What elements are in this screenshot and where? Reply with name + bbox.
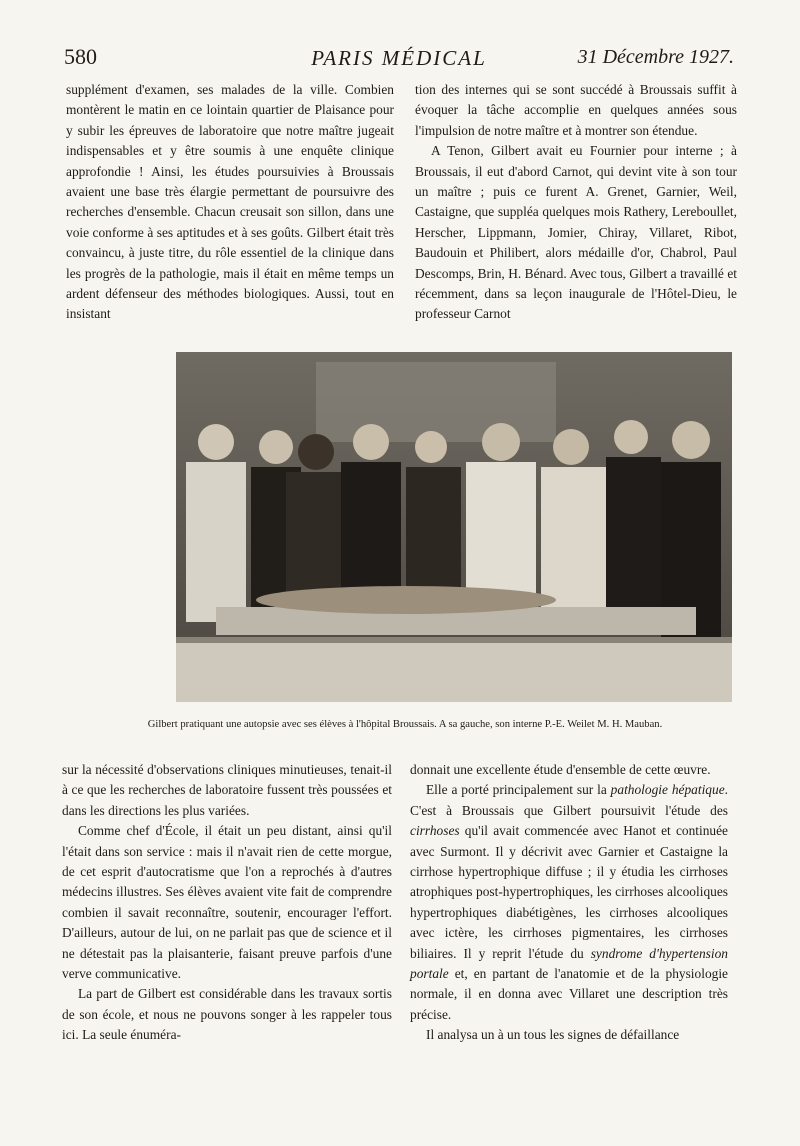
- paragraph: tion des internes qui se sont succédé à Broussais suffit à évoquer la tâche accomplie en quelques années sous l'impulsion de notre maître et à montrer son étendue.: [415, 82, 737, 138]
- paragraph: Il analysa un à un tous les signes de défaillance: [426, 1027, 680, 1043]
- paragraph: La part de Gilbert est considérable dans les travaux sortis de son école, et nous ne pouvons songer à les rappeler tous ici. La seule énuméra-: [62, 986, 392, 1043]
- photo-caption: Gilbert pratiquant une autopsie avec ses élèves à l'hôpital Broussais. A sa gauche, son interne P.-E. Weilet M. H. Mauban.: [147, 719, 663, 730]
- autopsy-photo-illustration: [176, 352, 732, 702]
- autopsy-photograph: [176, 352, 732, 702]
- paragraph: sur la nécessité d'observations cliniques minutieuses, tenait-il à ce que les recherches de laboratoire fussent très poussées et dans les directions les plus variées.: [62, 762, 392, 818]
- emphasis: pathologie hépatique: [610, 782, 725, 798]
- column-bottom-right: [410, 760, 728, 1046]
- foreground-table: [176, 637, 732, 702]
- emphasis: syndrome d'hypertension portale: [410, 945, 728, 982]
- paragraph: supplément d'examen, ses malades de la ville. Combien montèrent le matin en ce lointain quartier de Plaisance pour y subir les épreuves de laboratoire que notre maître jugeait indispensables et y être soumis à une enquête clinique approfondie ! Ainsi, les études poursuivies à Broussais avaient une base très élargie permettant de poursuivre des recherches d'ensemble. Chacun creusait son sillon, dans une voie conforme à ses aptitudes et à ses goûts. Gilbert était très convaincu, à juste titre, du rôle essentiel de la clinique dans les progrès de la pathologie, mais il était en même temps un ardent défenseur des méthodes biologiques. Aussi, tout en insistant: [66, 82, 394, 322]
- page-header: [64, 44, 734, 78]
- paragraph: donnait une excellente étude d'ensemble de cette œuvre.: [410, 762, 711, 777]
- issue-date: 31 Décembre 1927.: [577, 46, 734, 68]
- emphasis: cirrhoses: [410, 823, 460, 839]
- journal-title: PARIS MÉDICAL: [311, 46, 487, 70]
- column-top-left: [66, 80, 394, 325]
- paragraph: Comme chef d'École, il était un peu distant, ainsi qu'il l'était dans son service : mais il n'avait rien de cette morgue, de cet esprit d'autocratisme que l'on a reprochés à d'autres médecins illustres. Ses élèves avaient vite fait de comprendre combien il savait reconnaître, soutenir, encourager l'effort. D'ailleurs, autour de lui, on ne parlait pas que de science et il ne détestait pas la plaisanterie, faisant preuve parfois d'une verve communicative.: [62, 823, 392, 982]
- page-number: 580: [64, 44, 97, 69]
- column-top-right: [415, 80, 737, 325]
- column-bottom-left: [62, 760, 392, 1046]
- paragraph: A Tenon, Gilbert avait eu Fournier pour interne ; à Broussais, il eut d'abord Carnot, qui devint vite à son tour un maître ; puis ce furent A. Grenet, Garnier, Weil, Castaigne, que suppléa quelques mois Rathery, Lereboullet, Herscher, Lippmann, Jomier, Chiray, Villaret, Ribot, Baudouin et Philibert, alors médaille d'or, Chabrol, Paul Descomps, Brin, H. Bénard. Avec tous, Gilbert a travaillé et récemment, dans sa leçon inaugurale de l'Hôtel-Dieu, le professeur Carnot: [415, 143, 737, 322]
- cadaver: [256, 586, 556, 614]
- window-light: [316, 362, 556, 442]
- paragraph: Elle a porté principalement sur la pathologie hépatique. C'est à Broussais que Gilbert poursuivit l'étude des cirrhoses qu'il avait commencée avec Hanot et continuée avec Surmont. Il y décrivit avec Garnier et Castaigne la cirrhose hypertrophique diffuse ; il y étudia les cirrhoses atrophiques post-hypertrophiques, les cirrhoses alcooliques hypertrophiques diabétigènes, les cirrhoses alcooliques avec ictère, les cirrhoses pigmentaires, les cirrhoses biliaires. Il y reprit l'étude du syndrome d'hypertension portale et, en partant de l'anatomie et de la physiologie normale, il en donna avec Villaret une description très précise.: [410, 782, 728, 1022]
